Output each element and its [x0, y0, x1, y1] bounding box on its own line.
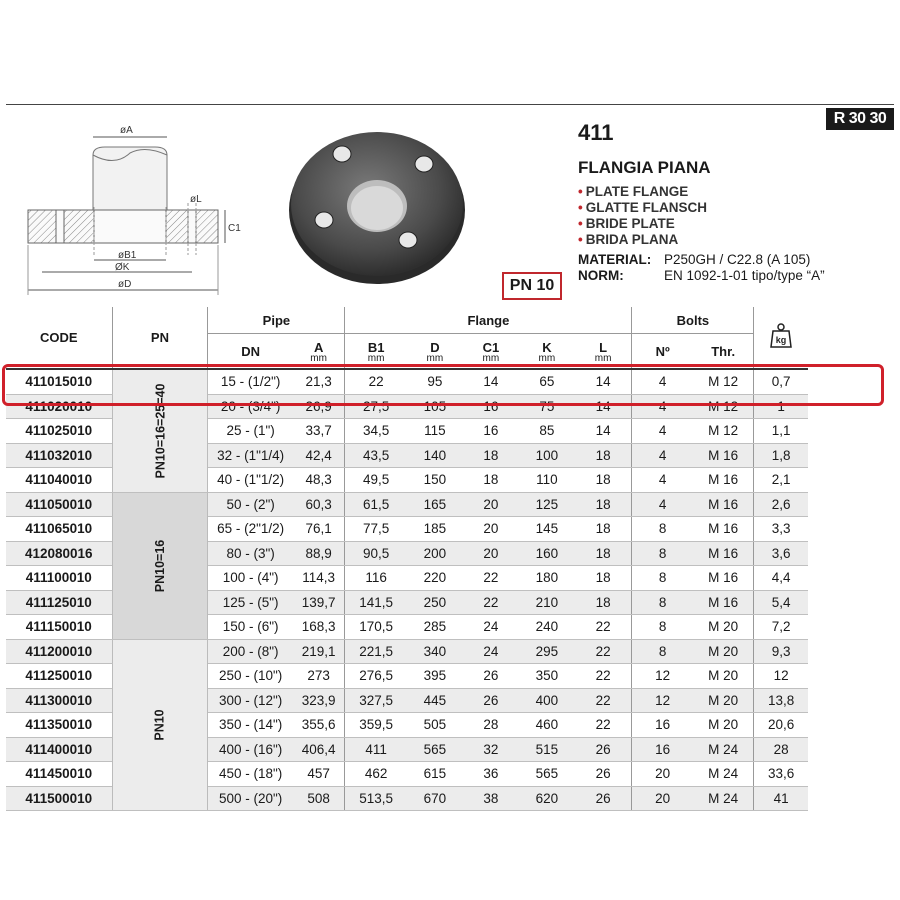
- cell-a: 42,4: [293, 443, 345, 468]
- svg-text:kg: kg: [775, 335, 787, 345]
- cell-a: 139,7: [293, 590, 345, 615]
- cell-b1: 61,5: [345, 492, 407, 517]
- cell-a: 76,1: [293, 517, 345, 542]
- cell-k: 620: [519, 786, 575, 811]
- norm-value: EN 1092-1-01 tipo/type “A”: [664, 268, 825, 283]
- cell-k: 160: [519, 541, 575, 566]
- norm-label: NORM:: [578, 268, 624, 283]
- cell-k: 100: [519, 443, 575, 468]
- cell-kg: 1,8: [754, 443, 808, 468]
- cell-a: 26,9: [293, 394, 345, 419]
- cell-l: 18: [575, 443, 632, 468]
- cell-c1: 22: [463, 566, 519, 591]
- translation-en: • PLATE FLANGE: [578, 184, 707, 200]
- cell-l: 14: [575, 419, 632, 444]
- flange-cross-section-diagram: [20, 115, 275, 305]
- cell-code: 411200010: [6, 639, 112, 664]
- cell-code: 411150010: [6, 615, 112, 640]
- cell-l: 26: [575, 737, 632, 762]
- col-b1: B1 mm: [345, 334, 407, 370]
- cell-thr: M 16: [693, 541, 754, 566]
- cell-dn: 20 - (3/4"): [208, 394, 293, 419]
- group-pipe: Pipe: [208, 307, 345, 334]
- cell-kg: 7,2: [754, 615, 808, 640]
- cell-kg: 1: [754, 394, 808, 419]
- flange-product-photo: [282, 120, 472, 290]
- product-number: 411: [578, 120, 614, 145]
- cell-dn: 50 - (2"): [208, 492, 293, 517]
- cell-dn: 25 - (1"): [208, 419, 293, 444]
- cell-k: 515: [519, 737, 575, 762]
- cell-a: 355,6: [293, 713, 345, 738]
- cell-kg: 1,1: [754, 419, 808, 444]
- cell-b1: 513,5: [345, 786, 407, 811]
- cell-b1: 49,5: [345, 468, 407, 493]
- translation-fr: • BRIDE PLATE: [578, 216, 707, 232]
- col-pn: PN: [112, 307, 208, 369]
- cell-no: 8: [632, 541, 693, 566]
- cell-no: 20: [632, 786, 693, 811]
- cell-b1: 90,5: [345, 541, 407, 566]
- cell-b1: 141,5: [345, 590, 407, 615]
- cell-thr: M 16: [693, 468, 754, 493]
- cell-c1: 24: [463, 639, 519, 664]
- catalog-badge: R 30 30: [826, 108, 894, 130]
- cell-no: 8: [632, 615, 693, 640]
- cell-k: 400: [519, 688, 575, 713]
- cell-a: 406,4: [293, 737, 345, 762]
- cell-k: 65: [519, 369, 575, 394]
- cell-d: 445: [407, 688, 463, 713]
- cell-no: 8: [632, 639, 693, 664]
- svg-text:C1: C1: [228, 223, 241, 234]
- cell-l: 22: [575, 688, 632, 713]
- cell-thr: M 12: [693, 369, 754, 394]
- cell-kg: 4,4: [754, 566, 808, 591]
- cell-k: 240: [519, 615, 575, 640]
- cell-c1: 20: [463, 517, 519, 542]
- translation-de: • GLATTE FLANSCH: [578, 200, 707, 216]
- cell-b1: 359,5: [345, 713, 407, 738]
- cell-pn-group: PN10=16: [112, 492, 208, 639]
- cell-b1: 327,5: [345, 688, 407, 713]
- col-dn: DN: [208, 334, 293, 370]
- cell-kg: 2,1: [754, 468, 808, 493]
- cell-d: 395: [407, 664, 463, 689]
- cell-kg: 0,7: [754, 369, 808, 394]
- cell-d: 140: [407, 443, 463, 468]
- cell-d: 340: [407, 639, 463, 664]
- cell-l: 18: [575, 468, 632, 493]
- top-rule: [6, 104, 894, 105]
- cell-kg: 13,8: [754, 688, 808, 713]
- cell-d: 565: [407, 737, 463, 762]
- cell-dn: 500 - (20"): [208, 786, 293, 811]
- cell-code: 411350010: [6, 713, 112, 738]
- cell-b1: 27,5: [345, 394, 407, 419]
- cell-dn: 250 - (10"): [208, 664, 293, 689]
- cell-kg: 5,4: [754, 590, 808, 615]
- cell-kg: 33,6: [754, 762, 808, 787]
- cell-c1: 20: [463, 541, 519, 566]
- svg-text:øL: øL: [190, 194, 202, 205]
- cell-thr: M 24: [693, 737, 754, 762]
- cell-c1: 16: [463, 394, 519, 419]
- cell-thr: M 20: [693, 664, 754, 689]
- selected-row-highlight: [2, 364, 884, 406]
- product-specs: [578, 252, 825, 284]
- cell-c1: 36: [463, 762, 519, 787]
- cell-kg: 20,6: [754, 713, 808, 738]
- cell-l: 18: [575, 566, 632, 591]
- cell-l: 18: [575, 492, 632, 517]
- cell-thr: M 20: [693, 713, 754, 738]
- translation-es: • BRIDA PLANA: [578, 232, 707, 248]
- cell-kg: 12: [754, 664, 808, 689]
- cell-no: 4: [632, 443, 693, 468]
- cell-l: 14: [575, 394, 632, 419]
- cell-c1: 16: [463, 419, 519, 444]
- cell-c1: 18: [463, 443, 519, 468]
- cell-dn: 100 - (4"): [208, 566, 293, 591]
- cell-a: 88,9: [293, 541, 345, 566]
- cell-l: 22: [575, 713, 632, 738]
- cell-code: 411040010: [6, 468, 112, 493]
- cell-d: 220: [407, 566, 463, 591]
- cell-thr: M 20: [693, 639, 754, 664]
- cell-c1: 38: [463, 786, 519, 811]
- cell-k: 295: [519, 639, 575, 664]
- cell-c1: 18: [463, 468, 519, 493]
- cell-c1: 32: [463, 737, 519, 762]
- cell-no: 8: [632, 517, 693, 542]
- cell-dn: 15 - (1/2"): [208, 369, 293, 394]
- product-name: FLANGIA PIANA: [578, 158, 711, 177]
- cell-a: 219,1: [293, 639, 345, 664]
- cell-thr: M 24: [693, 786, 754, 811]
- cell-d: 95: [407, 369, 463, 394]
- cell-kg: 9,3: [754, 639, 808, 664]
- cell-c1: 26: [463, 664, 519, 689]
- cell-a: 273: [293, 664, 345, 689]
- cell-c1: 20: [463, 492, 519, 517]
- cell-a: 457: [293, 762, 345, 787]
- cell-thr: M 16: [693, 517, 754, 542]
- cell-b1: 116: [345, 566, 407, 591]
- cell-k: 350: [519, 664, 575, 689]
- cell-thr: M 12: [693, 394, 754, 419]
- cell-l: 22: [575, 664, 632, 689]
- material-value: P250GH / C22.8 (A 105): [664, 252, 811, 267]
- cell-code: 411065010: [6, 517, 112, 542]
- cell-code: 412080016: [6, 541, 112, 566]
- table-body: [6, 369, 808, 811]
- cell-d: 285: [407, 615, 463, 640]
- cell-code: 411250010: [6, 664, 112, 689]
- cell-k: 75: [519, 394, 575, 419]
- cell-code: 411500010: [6, 786, 112, 811]
- cell-k: 145: [519, 517, 575, 542]
- product-translations: [578, 184, 707, 248]
- cell-l: 18: [575, 590, 632, 615]
- cell-a: 323,9: [293, 688, 345, 713]
- cell-c1: 28: [463, 713, 519, 738]
- cell-code: 411100010: [6, 566, 112, 591]
- cell-kg: 3,3: [754, 517, 808, 542]
- cell-code: 411015010: [6, 369, 112, 394]
- cell-d: 105: [407, 394, 463, 419]
- cell-code: 411300010: [6, 688, 112, 713]
- col-l: L mm: [575, 334, 632, 370]
- cell-d: 670: [407, 786, 463, 811]
- cell-thr: M 20: [693, 615, 754, 640]
- table-row: [6, 492, 808, 517]
- col-code: CODE: [6, 307, 112, 369]
- svg-text:ØK: ØK: [115, 262, 130, 273]
- svg-text:øD: øD: [118, 279, 132, 290]
- cell-c1: 14: [463, 369, 519, 394]
- cell-no: 4: [632, 369, 693, 394]
- col-weight: [754, 307, 808, 369]
- cell-dn: 65 - (2"1/2): [208, 517, 293, 542]
- cell-code: 411025010: [6, 419, 112, 444]
- cell-dn: 300 - (12"): [208, 688, 293, 713]
- cell-d: 505: [407, 713, 463, 738]
- cell-no: 20: [632, 762, 693, 787]
- cell-dn: 200 - (8"): [208, 639, 293, 664]
- col-c1: C1 mm: [463, 334, 519, 370]
- cell-k: 180: [519, 566, 575, 591]
- cell-no: 12: [632, 664, 693, 689]
- cell-code: 411050010: [6, 492, 112, 517]
- cell-no: 8: [632, 590, 693, 615]
- cell-k: 565: [519, 762, 575, 787]
- cell-a: 508: [293, 786, 345, 811]
- cell-l: 18: [575, 517, 632, 542]
- col-k: K mm: [519, 334, 575, 370]
- cell-kg: 41: [754, 786, 808, 811]
- cell-pn-group: PN10=16=25=40: [112, 369, 208, 492]
- cell-code: 411032010: [6, 443, 112, 468]
- cell-l: 14: [575, 369, 632, 394]
- cell-dn: 80 - (3"): [208, 541, 293, 566]
- cell-b1: 276,5: [345, 664, 407, 689]
- weight-icon: [770, 323, 792, 349]
- col-d: D mm: [407, 334, 463, 370]
- cell-thr: M 20: [693, 688, 754, 713]
- cell-no: 16: [632, 713, 693, 738]
- cell-b1: 43,5: [345, 443, 407, 468]
- cell-k: 85: [519, 419, 575, 444]
- cell-no: 4: [632, 492, 693, 517]
- cell-dn: 125 - (5"): [208, 590, 293, 615]
- cell-no: 12: [632, 688, 693, 713]
- cell-b1: 22: [345, 369, 407, 394]
- cell-thr: M 16: [693, 566, 754, 591]
- cell-dn: 350 - (14"): [208, 713, 293, 738]
- cell-l: 22: [575, 639, 632, 664]
- cell-l: 22: [575, 615, 632, 640]
- cell-thr: M 24: [693, 762, 754, 787]
- cell-d: 150: [407, 468, 463, 493]
- cell-a: 168,3: [293, 615, 345, 640]
- cell-dn: 450 - (18"): [208, 762, 293, 787]
- cell-kg: 2,6: [754, 492, 808, 517]
- cell-d: 115: [407, 419, 463, 444]
- cell-d: 165: [407, 492, 463, 517]
- cell-thr: M 16: [693, 492, 754, 517]
- svg-text:øA: øA: [120, 125, 133, 136]
- col-thr: Thr.: [693, 334, 754, 370]
- cell-d: 250: [407, 590, 463, 615]
- cell-dn: 150 - (6"): [208, 615, 293, 640]
- cell-l: 18: [575, 541, 632, 566]
- cell-a: 48,3: [293, 468, 345, 493]
- cell-code: 411125010: [6, 590, 112, 615]
- cell-b1: 221,5: [345, 639, 407, 664]
- cell-k: 210: [519, 590, 575, 615]
- cell-d: 615: [407, 762, 463, 787]
- cell-no: 4: [632, 394, 693, 419]
- cell-code: 411450010: [6, 762, 112, 787]
- cell-k: 460: [519, 713, 575, 738]
- cell-a: 21,3: [293, 369, 345, 394]
- cell-d: 200: [407, 541, 463, 566]
- cell-b1: 34,5: [345, 419, 407, 444]
- cell-a: 114,3: [293, 566, 345, 591]
- group-bolts: Bolts: [632, 307, 754, 334]
- cell-c1: 24: [463, 615, 519, 640]
- cell-dn: 40 - (1"1/2): [208, 468, 293, 493]
- cell-k: 125: [519, 492, 575, 517]
- table-row: [6, 639, 808, 664]
- cell-b1: 411: [345, 737, 407, 762]
- cell-kg: 28: [754, 737, 808, 762]
- cell-no: 4: [632, 468, 693, 493]
- cell-b1: 462: [345, 762, 407, 787]
- cell-b1: 77,5: [345, 517, 407, 542]
- cell-kg: 3,6: [754, 541, 808, 566]
- cell-l: 26: [575, 762, 632, 787]
- cell-code: 411020010: [6, 394, 112, 419]
- material-label: MATERIAL:: [578, 252, 652, 267]
- group-flange: Flange: [345, 307, 632, 334]
- cell-code: 411400010: [6, 737, 112, 762]
- cell-a: 33,7: [293, 419, 345, 444]
- cell-pn-group: PN10: [112, 639, 208, 811]
- cell-thr: M 16: [693, 590, 754, 615]
- cell-dn: 400 - (16"): [208, 737, 293, 762]
- cell-no: 16: [632, 737, 693, 762]
- cell-c1: 26: [463, 688, 519, 713]
- cell-thr: M 12: [693, 419, 754, 444]
- cell-l: 26: [575, 786, 632, 811]
- cell-dn: 32 - (1"1/4): [208, 443, 293, 468]
- cell-b1: 170,5: [345, 615, 407, 640]
- col-a: A mm: [293, 334, 345, 370]
- cell-a: 60,3: [293, 492, 345, 517]
- pn-rating-badge: PN 10: [502, 272, 562, 300]
- cell-d: 185: [407, 517, 463, 542]
- cell-c1: 22: [463, 590, 519, 615]
- cell-k: 110: [519, 468, 575, 493]
- svg-text:øB1: øB1: [118, 250, 137, 261]
- col-no: Nº: [632, 334, 693, 370]
- cell-no: 8: [632, 566, 693, 591]
- cell-thr: M 16: [693, 443, 754, 468]
- cell-no: 4: [632, 419, 693, 444]
